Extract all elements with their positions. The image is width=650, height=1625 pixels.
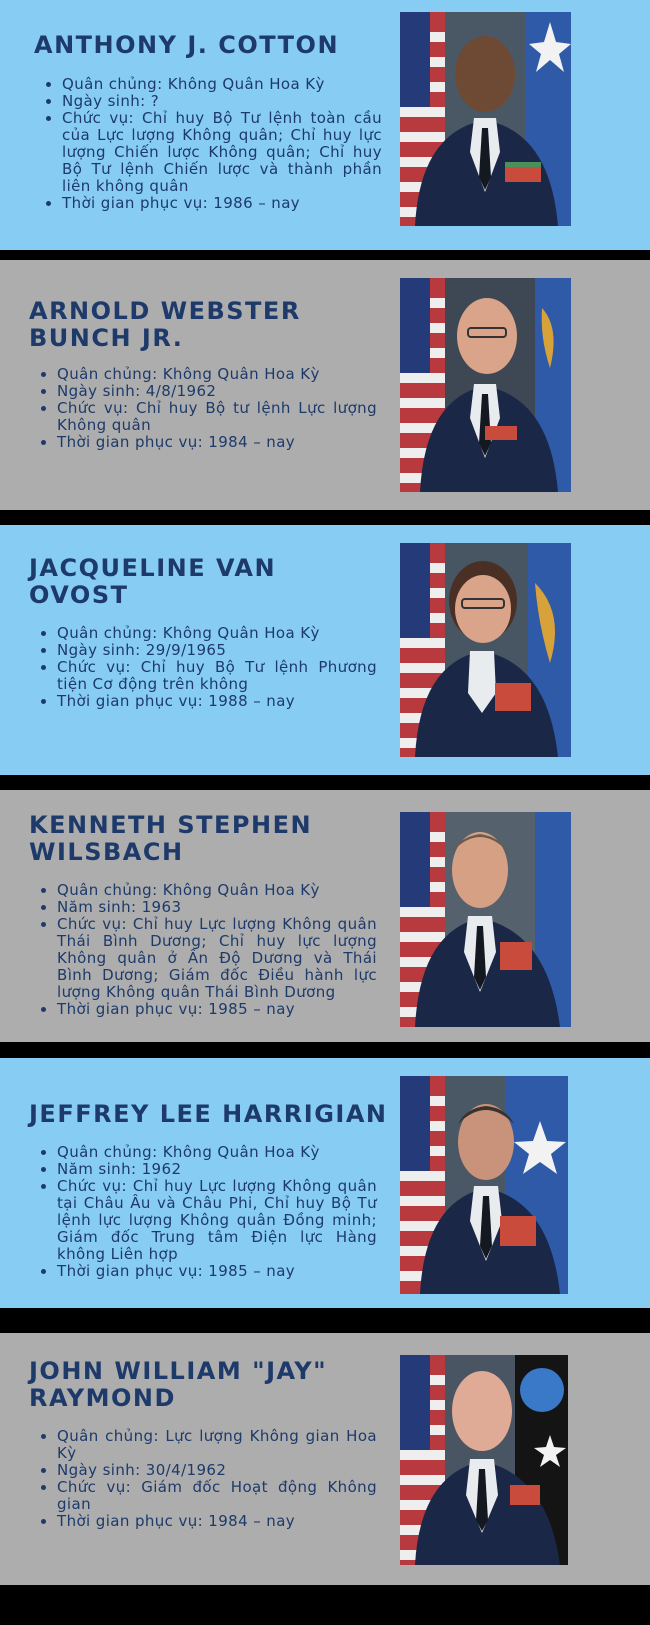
officer-facts	[29, 366, 377, 451]
fact-item: • Thời gian phục vụ: 1986 – nay	[62, 195, 382, 212]
fact-item: • Chức vụ: Chỉ huy Lực lượng Không quân tại Châu Âu và Châu Phi, Chỉ huy Bộ Tư lệnh lực lượng Không quân Đồng minh; Giám đốc Trung tâm Điện lực Hàng không Liên hợp	[57, 1178, 377, 1263]
fact-item: • Quân chủng: Không Quân Hoa Kỳ	[57, 1144, 377, 1161]
fact-item: • Thời gian phục vụ: 1988 – nay	[57, 693, 377, 710]
fact-item: • Chức vụ: Chỉ huy Bộ Tư lệnh Phương tiện Cơ động trên không	[57, 659, 377, 693]
officer-facts	[29, 1144, 377, 1280]
officer-facts	[29, 625, 377, 710]
officer-name: KENNETH STEPHEN WILSBACH	[29, 811, 313, 866]
officer-name: ANTHONY J. COTTON	[34, 31, 340, 59]
officer-name: JOHN WILLIAM "JAY" RAYMOND	[29, 1357, 328, 1412]
officer-facts	[29, 1428, 377, 1530]
fact-item: • Thời gian phục vụ: 1984 – nay	[57, 434, 377, 451]
officer-facts	[29, 882, 377, 1018]
officer-portrait	[400, 543, 571, 757]
fact-item: • Năm sinh: 1962	[57, 1161, 377, 1178]
fact-item: • Ngày sinh: ?	[62, 93, 382, 110]
fact-item: • Năm sinh: 1963	[57, 899, 377, 916]
fact-item: • Ngày sinh: 29/9/1965	[57, 642, 377, 659]
fact-item: • Chức vụ: Chỉ huy Bộ Tư lệnh toàn cầu của Lực lượng Không quân; Chỉ huy lực lượng Chiến lược Không quân; Chỉ huy Bộ Tư lệnh Chiến lược và thành phần liên không quân	[62, 110, 382, 195]
officer-card	[0, 1058, 650, 1308]
fact-item: • Quân chủng: Không Quân Hoa Kỳ	[62, 76, 382, 93]
officer-facts	[34, 76, 382, 212]
officer-portrait	[400, 278, 571, 492]
fact-item: • Quân chủng: Không Quân Hoa Kỳ	[57, 366, 377, 383]
fact-item: • Quân chủng: Không Quân Hoa Kỳ	[57, 625, 377, 642]
officer-portrait	[400, 12, 571, 226]
fact-item: • Thời gian phục vụ: 1985 – nay	[57, 1263, 377, 1280]
officer-name: JEFFREY LEE HARRIGIAN	[29, 1100, 388, 1128]
fact-item: • Thời gian phục vụ: 1985 – nay	[57, 1001, 377, 1018]
officer-card	[0, 260, 650, 510]
officer-card	[0, 790, 650, 1042]
officer-portrait	[400, 812, 571, 1027]
fact-item: • Ngày sinh: 30/4/1962	[57, 1462, 377, 1479]
fact-item: • Quân chủng: Lực lượng Không gian Hoa Kỳ	[57, 1428, 377, 1462]
officer-name: ARNOLD WEBSTER BUNCH JR.	[29, 297, 301, 352]
fact-item: • Chức vụ: Chỉ huy Lực lượng Không quân Thái Bình Dương; Chỉ huy lực lượng Không quân ở Ấn Độ Dương và Thái Bình Dương; Giám đốc Điều hành lực lượng Không quân Thái Bình Dương	[57, 916, 377, 1001]
officer-name: JACQUELINE VAN OVOST	[29, 554, 277, 609]
officer-card	[0, 1333, 650, 1585]
fact-item: • Thời gian phục vụ: 1984 – nay	[57, 1513, 377, 1530]
fact-item: • Chức vụ: Giám đốc Hoạt động Không gian	[57, 1479, 377, 1513]
fact-item: • Chức vụ: Chỉ huy Bộ tư lệnh Lực lượng Không quân	[57, 400, 377, 434]
fact-item: • Ngày sinh: 4/8/1962	[57, 383, 377, 400]
officer-portrait	[400, 1076, 568, 1294]
officer-card	[0, 0, 650, 250]
fact-item: • Quân chủng: Không Quân Hoa Kỳ	[57, 882, 377, 899]
officer-card	[0, 525, 650, 775]
officer-portrait	[400, 1355, 568, 1565]
